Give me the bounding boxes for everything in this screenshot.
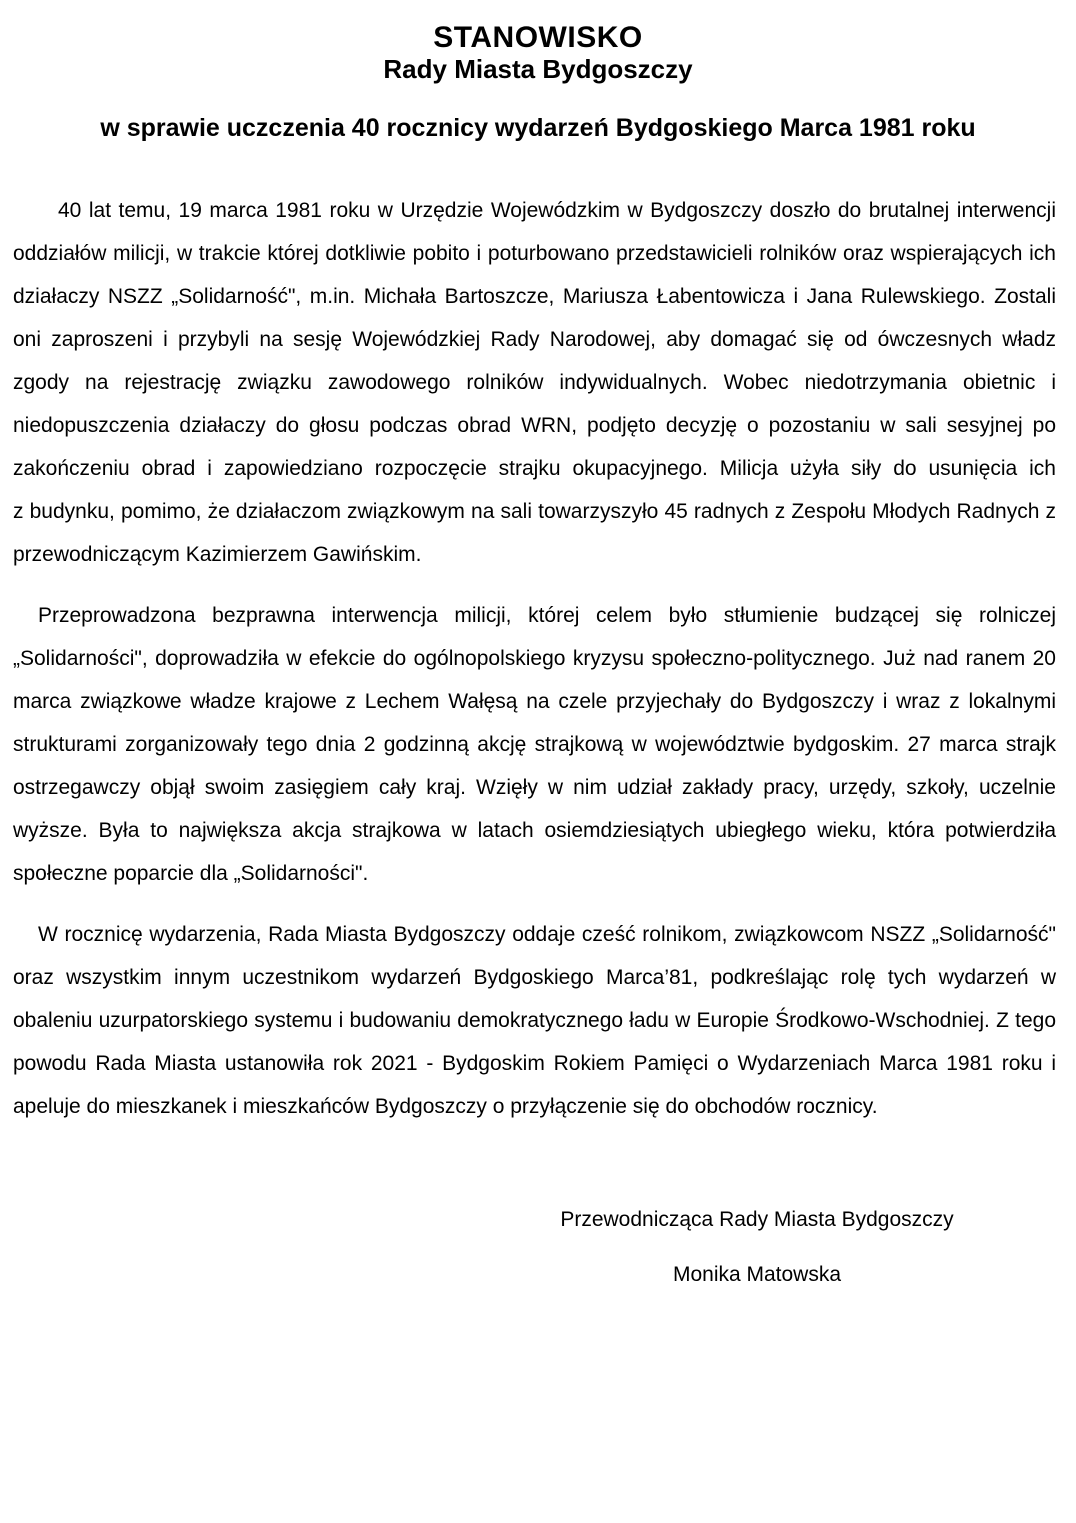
- title-block: [0, 22, 1076, 84]
- paragraph-1: 40 lat temu, 19 marca 1981 roku w Urzędzie Wojewódzkim w Bydgoszczy doszło do brutalnej interwencji oddziałów milicji, w trakcie której dotkliwie pobito i poturbowano przedstawicieli rolników oraz wspierających ich działaczy NSZZ „Solidarność", m.in. Michała Bartoszcze, Mariusza Łabentowicza i Jana Rulewskiego. Zostali oni zaproszeni i przybyli na sesję Wojewódzkiej Rady Narodowej, aby domagać się od ówczesnych władz zgody na rejestrację związku zawodowego rolników indywidualnych. Wobec niedotrzymania obietnic i niedopuszczenia działaczy do głosu podczas obrad WRN, podjęto decyzję o pozostaniu w sali sesyjnej po zakończeniu obrad i zapowiedziano rozpoczęcie strajku okupacyjnego. Milicja użyła siły do usunięcia ich z budynku, pomimo, że działaczom związkowym na sali towarzyszyło 45 radnych z Zespołu Młodych Radnych z przewodniczącym Kazimierzem Gawińskim.: [13, 199, 1056, 566]
- document-title: STANOWISKO: [433, 21, 643, 54]
- document-body: [0, 189, 1076, 1128]
- signature-block: [507, 1198, 1007, 1296]
- signature-role: Przewodnicząca Rady Miasta Bydgoszczy: [560, 1208, 954, 1231]
- document-subtitle: Rady Miasta Bydgoszczy: [383, 54, 693, 84]
- paragraph-2: Przeprowadzona bezprawna interwencja milicji, której celem było stłumienie budzącej się rolniczej „Solidarności", doprowadziła w efekcie do ogólnopolskiego kryzysu społeczno-politycznego. Już nad ranem 20 marca związkowe władze krajowe z Lechem Wałęsą na czele przyjechały do Bydgoszczy i wraz z lokalnymi strukturami zorganizowały tego dnia 2 godzinną akcję strajkową w województwie bydgoskim. 27 marca strajk ostrzegawczy objął swoim zasięgiem cały kraj. Wzięły w nim udział zakłady pracy, urzędy, szkoły, uczelnie wyższe. Była to największa akcja strajkowa w latach osiemdziesiątych ubiegłego wieku, która potwierdziła społeczne poparcie dla „Solidarności".: [13, 604, 1056, 885]
- paragraph-3: W rocznicę wydarzenia, Rada Miasta Bydgoszczy oddaje cześć rolnikom, związkowcom NSZZ „Solidarność" oraz wszystkim innym uczestnikom wydarzeń Bydgoskiego Marca’81, podkreślając rolę tych wydarzeń w obaleniu uzurpatorskiego systemu i budowaniu demokratycznego ładu w Europie Środkowo-Wschodniej. Z tego powodu Rada Miasta ustanowiła rok 2021 - Bydgoskim Rokiem Pamięci o Wydarzeniach Marca 1981 roku i apeluje do mieszkanek i mieszkańców Bydgoszczy o przyłączenie się do obchodów rocznicy.: [13, 923, 1056, 1118]
- signature-name: Monika Matowska: [672, 1263, 842, 1286]
- document-subject-heading: w sprawie uczczenia 40 rocznicy wydarzeń Bydgoskiego Marca 1981 roku: [100, 114, 976, 142]
